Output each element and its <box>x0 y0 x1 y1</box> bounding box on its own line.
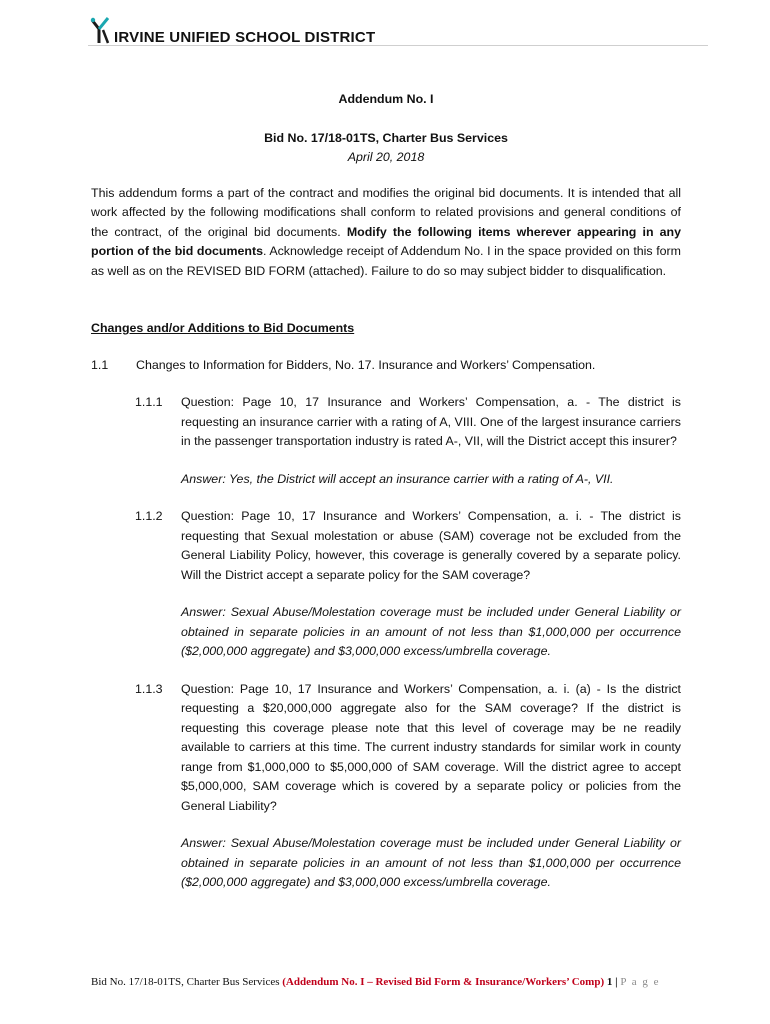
section-1-1 <box>91 356 681 376</box>
district-logo-icon <box>88 16 114 46</box>
section-heading: Changes and/or Additions to Bid Documents <box>91 321 355 335</box>
footer-page-number: 1 | <box>604 976 621 988</box>
item-1-1-1-answer: Answer: Yes, the District will accept an insurance carrier with a rating of A-, VII. <box>181 471 614 486</box>
item-1-1-2-answer: Answer: Sexual Abuse/Molestation coverage must be included under General Liability or obtained in separate policies in an amount of not less than $1,000,000 per occurrence ($2,000,000 aggregate) and $3,000,000 excess/umbrella coverage. <box>181 605 681 658</box>
footer-bid-text: Bid No. 17/18-01TS, Charter Bus Services <box>91 976 283 988</box>
header-divider <box>88 45 708 46</box>
item-number: 1.1.3 <box>135 681 163 696</box>
page-header <box>88 16 708 48</box>
question-text: Question: Page 10, 17 Insurance and Workers’ Compensation, a. - The district is requesting an insurance carrier with a rating of A, VIII. One of the largest insurance carriers in the passenger transportation industry is rated A-, VII, will the District accept this insurer? <box>181 395 681 448</box>
item-1-1-2-question <box>91 507 681 585</box>
bid-title: Bid No. 17/18-01TS, Charter Bus Services <box>264 130 508 145</box>
item-1-1-1-question <box>91 393 681 452</box>
question-text: Question: Page 10, 17 Insurance and Workers’ Compensation, a. i. - The district is requesting that Sexual molestation or abuse (SAM) coverage not be excluded from the General Liability Policy, however, this coverage is generally covered by a separate policy. Will the District accept a separate policy for the SAM coverage? <box>181 509 681 582</box>
intro-text-end: . Acknowledge receipt of Addendum No. I in the space provided on this form as well as on the REVISED BID FORM (attached). Failure to do so may subject bidder to disqualification. <box>91 244 681 278</box>
intro-paragraph <box>91 184 681 282</box>
bid-date: April 20, 2018 <box>347 150 425 164</box>
footer-addendum-text: (Addendum No. I – Revised Bid Form & Insurance/Workers’ Comp) <box>282 976 605 988</box>
page-footer <box>91 976 681 988</box>
section-text: Changes to Information for Bidders, No. 17. Insurance and Workers’ Compensation. <box>136 357 596 372</box>
item-1-1-3-question <box>91 680 681 817</box>
section-number: 1.1 <box>91 357 109 372</box>
footer-page-label: P a g e <box>620 976 661 988</box>
item-number: 1.1.1 <box>135 395 163 409</box>
intro-text: This addendum forms a part of the contract and modifies the original bid documents. It is intended that all work affected by the following modifications shall conform to related provisions and general conditions of the contract, of the original bid documents. <box>91 185 681 239</box>
district-name: IRVINE UNIFIED SCHOOL DISTRICT <box>114 29 376 46</box>
question-text: Question: Page 10, 17 Insurance and Workers’ Compensation, a. i. (a) - Is the district requesting a $20,000,000 aggregate also for the SAM coverage? If the district is requesting this coverage please note that this level of coverage may be ne readily available to carriers at this time. The current industry standards for similar work in county range from $1,000,000 to $5,000,000 of SAM coverage. Will the district agree to accept $5,000,000, SAM coverage which is covered by a separate policy or policies from the General Liability? <box>181 681 681 813</box>
intro-bold-text: Modify the following items wherever appearing in any portion of the bid documents <box>91 224 682 258</box>
addendum-title: Addendum No. I <box>338 92 434 106</box>
item-number: 1.1.2 <box>135 509 163 523</box>
document-body <box>91 90 681 893</box>
item-1-1-3-answer: Answer: Sexual Abuse/Molestation coverage must be included under General Liability or obtained in separate policies in an amount of not less than $1,000,000 per occurrence ($2,000,000 aggregate) and $3,000,000 excess/umbrella coverage. <box>181 836 681 889</box>
